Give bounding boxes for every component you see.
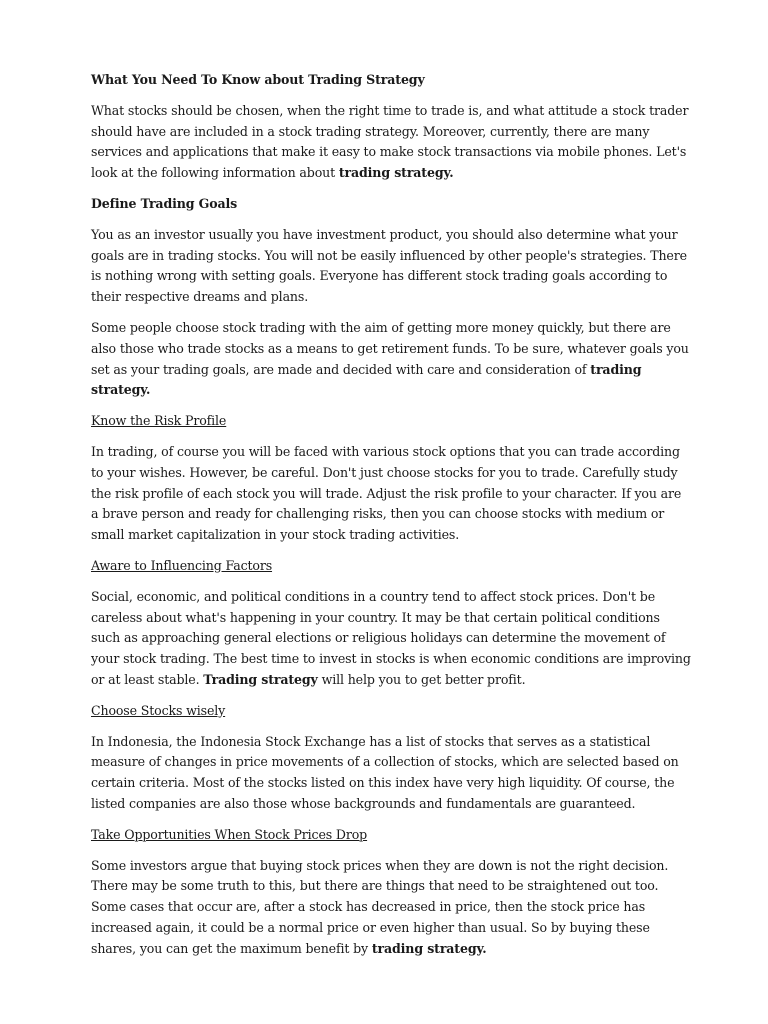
goals-p2-bold-term: trading strategy. [91, 361, 642, 398]
factors-text: Social, economic, and political conditions in a country tend to affect stock prices. Don't be careless about what's happening in your country. It may be that certain political conditions such as approaching general elections or religious holidays can determine the movement of your stock trading. The best time to invest in stocks is when economic conditions are improving or at least stable. [91, 588, 691, 687]
intro-paragraph [91, 101, 691, 184]
section-heading-factors: Aware to Influencing Factors [91, 557, 273, 573]
opportunities-paragraph [91, 856, 691, 960]
goals-paragraph-2 [91, 318, 691, 401]
intro-bold-term: trading strategy. [338, 165, 454, 181]
opportunities-bold-term: trading strategy. [371, 940, 487, 956]
section-heading-risk: Know the Risk Profile [91, 413, 227, 429]
section-heading-opportunities: Take Opportunities When Stock Prices Drop [91, 826, 368, 842]
factors-paragraph [91, 587, 691, 691]
document-title: What You Need To Know about Trading Strategy [91, 72, 425, 87]
goals-paragraph-1: You as an investor usually you have investment product, you should also determine what your goals are in trading stocks. You will not be easily influenced by other people's strategies. There is nothing wrong with setting goals. Everyone has different stock trading goals according to their respective dreams and plans. [91, 226, 687, 305]
goals-p2-text: Some people choose stock trading with the aim of getting more money quickly, but there are also those who trade stocks as a means to get retirement funds. To be sure, whatever goals you set as your trading goals, are made and decided with care and consideration of [91, 319, 689, 377]
section-heading-choose: Choose Stocks wisely [91, 702, 226, 718]
factors-tail: will help you to get better profit. [317, 671, 526, 687]
risk-paragraph: In trading, of course you will be faced with various stock options that you can trade according to your wishes. However, be careful. Don't just choose stocks for you to trade. Carefully study the risk profile of each stock you will trade. Adjust the risk profile to your character. If you are a brave person and ready for challenging risks, then you can choose stocks with medium or small market capitalization in your stock trading activities. [91, 443, 682, 543]
section-heading-goals: Define Trading Goals [91, 195, 238, 211]
intro-text: What stocks should be chosen, when the right time to trade is, and what attitude a stock trader should have are included in a stock trading strategy. Moreover, currently, there are many services and applications that make it easy to make stock transactions via mobile phones. Let's look at the following information about [91, 102, 689, 181]
choose-paragraph: In Indonesia, the Indonesia Stock Exchange has a list of stocks that serves as a statistical measure of changes in price movements of a collection of stocks, which are selected based on certain criteria. Most of the stocks listed on this index have very high liquidity. Of course, the listed companies are also those whose backgrounds and fundamentals are guaranteed. [91, 733, 679, 811]
factors-bold-term: Trading strategy [203, 671, 318, 687]
document-page [91, 70, 691, 969]
opportunities-text: Some investors argue that buying stock prices when they are down is not the right decision. There may be some truth to this, but there are things that need to be straightened out too. Some cases that occur are, after a stock has decreased in price, then the stock price has increased again, it could be a normal price or even higher than usual. So by buying these shares, you can get the maximum benefit by [91, 857, 669, 956]
